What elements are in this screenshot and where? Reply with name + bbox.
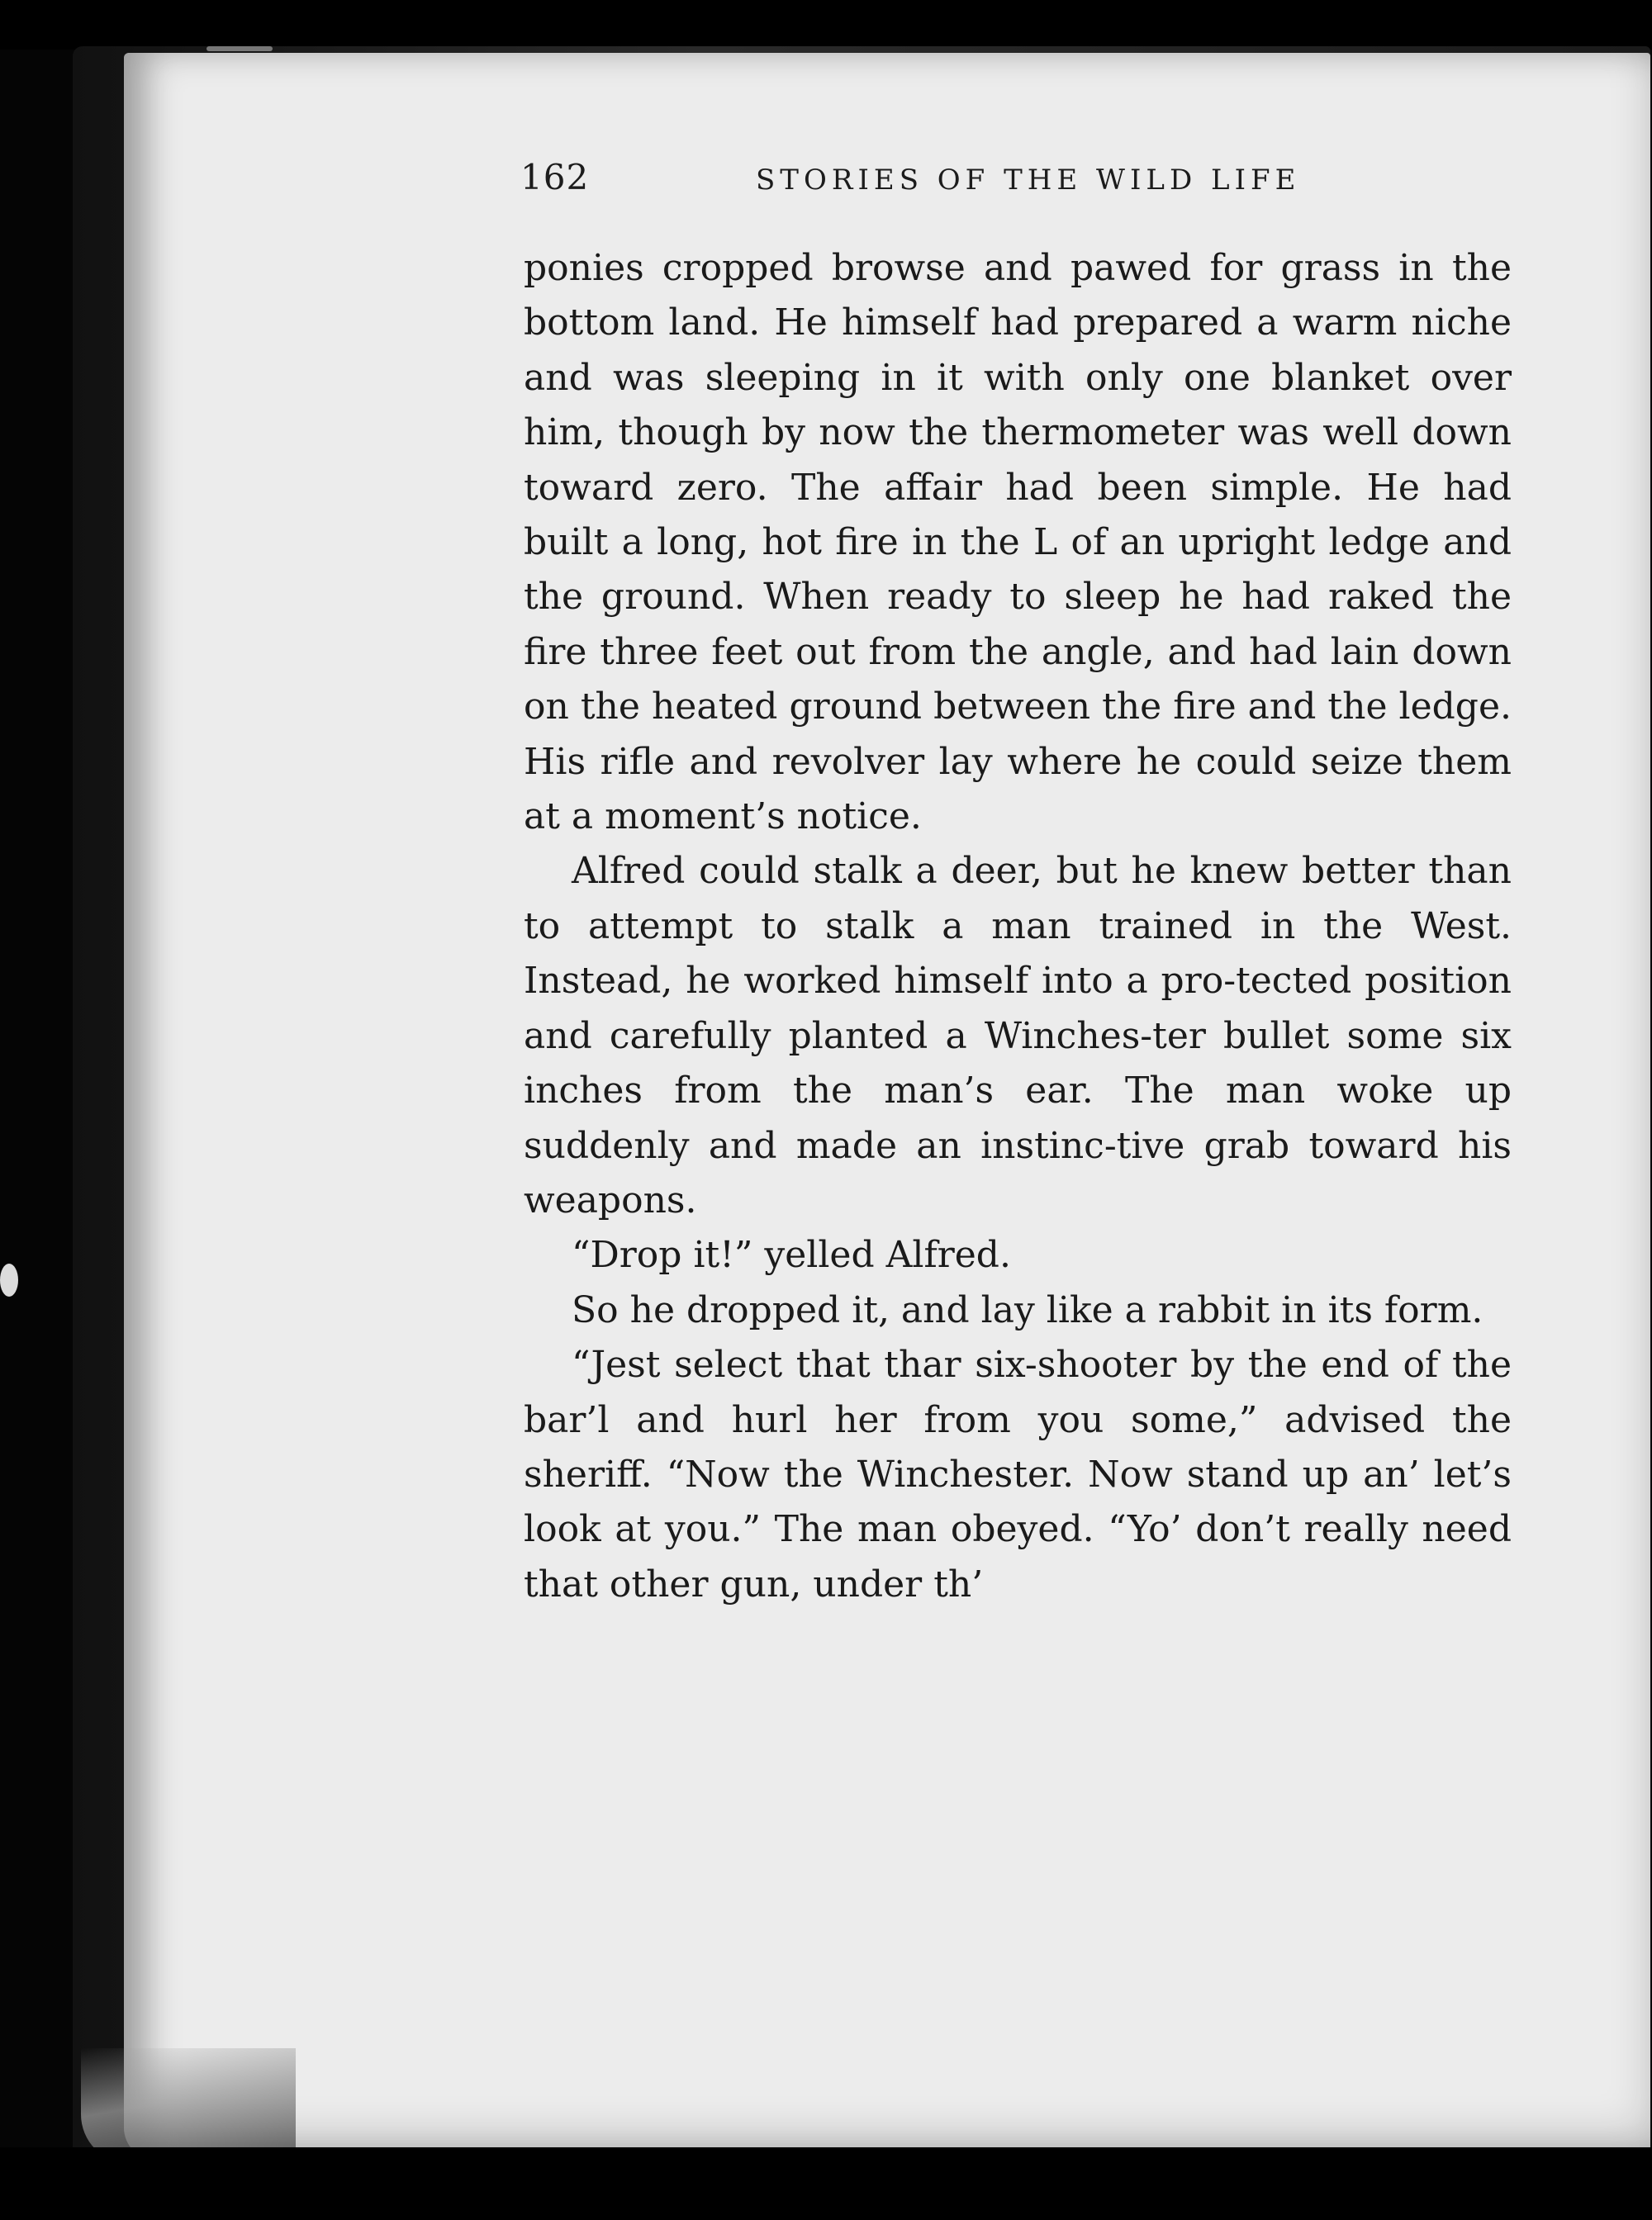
paragraph: “Drop it!” yelled Alfred. — [572, 1234, 1011, 1277]
film-border-bottom — [0, 2147, 1652, 2220]
running-head: STORIES OF THE WILD LIFE — [756, 164, 1301, 197]
page-number: 162 — [520, 157, 590, 197]
scan-artifact-top — [206, 46, 273, 51]
paragraph: Alfred could stalk a deer, but he knew better than to attempt to stalk a man trained in the West. Instead, he worked himself into a pro-tected position and carefully planted a Winches-ter bullet some six inches from the man’s ear. The man woke up suddenly and made an instinc-tive grab toward his weapons. — [524, 850, 1512, 1221]
body-text — [524, 241, 1512, 1612]
scan-artifact-left — [0, 1264, 18, 1297]
paragraph: “Jest select that thar six-shooter by the end of the bar’l and hurl her from you some,” advised the sheriff. “Now the Winchester. Now stand up an’ let’s look at you.” The man obeyed. “Yo’ don’t really need that other gun, under th’ — [524, 1344, 1512, 1606]
page-header — [520, 157, 1346, 206]
page-corner-fold — [81, 2048, 296, 2164]
paragraph: So he dropped it, and lay like a rabbit in its form. — [572, 1288, 1483, 1331]
paragraph-continued: ponies cropped browse and pawed for grass in the bottom land. He himself had prepared a warm niche and was sleeping in it with only one blanket over him, though by now the thermometer was well down toward zero. The affair had been simple. He had built a long, hot fire in the L of an upright ledge and the ground. When ready to sleep he had raked the fire three feet out from the angle, and had lain down on the heated ground between the fire and the ledge. His rifle and revolver lay where he could seize them at a moment’s notice. — [524, 247, 1512, 838]
film-border-top — [0, 0, 1652, 50]
